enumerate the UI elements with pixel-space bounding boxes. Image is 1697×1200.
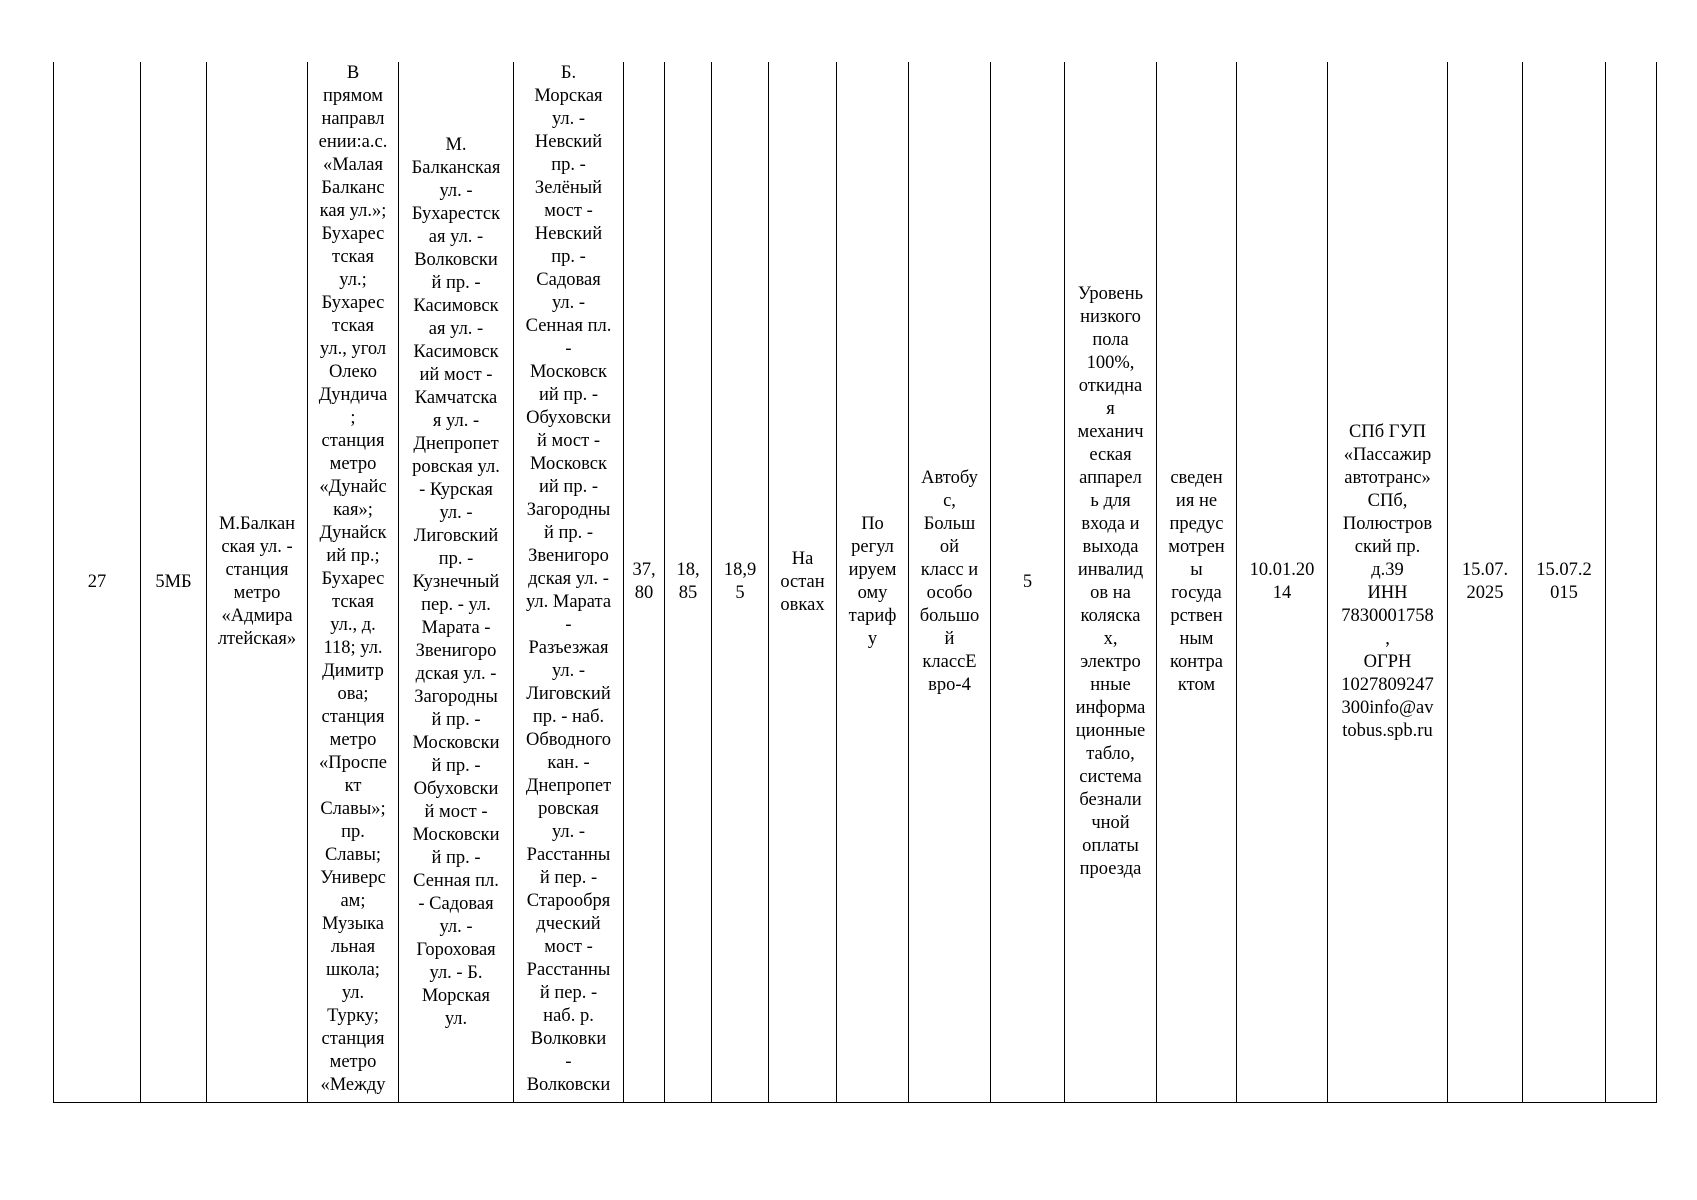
cell-contract-info: сведен ия не предус мотрен ы госуда рствен ным контра ктом bbox=[1157, 62, 1237, 1103]
cell-reg-number: 27 bbox=[54, 62, 141, 1103]
cell-extra bbox=[1606, 62, 1657, 1103]
route-registry-table bbox=[53, 62, 1657, 1103]
cell-length-forward: 37, 80 bbox=[624, 62, 665, 1103]
cell-start-date: 10.01.20 14 bbox=[1237, 62, 1328, 1103]
cell-carrier: СПб ГУП «Пассажир автотранс» СПб, Полюстров ский пр. д.39 ИНН 7830001758 , ОГРН 1027809247 300info@av tobus.spb.ru bbox=[1328, 62, 1448, 1103]
stops-forward-text: В прямом направл ении:а.с. «Малая Балканс кая ул.»; Бухарес тская ул.; Бухарес тская ул., угол Олеко Дундича ; станция метро «Дунайс кая»; Дунайск ий пр.; Бухарес тская ул., д. 118; ул. Димитр ова; станция метро «Проспе кт Славы»; пр. Славы; Универс ам; Музыка льная школа; ул. Турку; станция метро «Между bbox=[318, 63, 388, 1095]
cell-streets-forward: М. Балканская ул. - Бухарестск ая ул. - Волковски й пр. - Касимовск ая ул. - Касимовск ий мост - Камчатска я ул. - Днепропет ровская ул. - Курская ул. - Лиговский пр. - Кузнечный пер. - ул. Марата - Звенигоро дская ул. - Загородны й пр. - Московски й пр. - Обуховски й мост - Московски й пр. - Сенная пл. - Садовая ул. - Гороховая ул. - Б. Морская ул. bbox=[399, 62, 514, 1103]
streets-back-text: Б. Морская ул. - Невский пр. - Зелёный мост - Невский пр. - Садовая ул. - Сенная пл. - Московск ий пр. - Обуховски й мост - Московск ий пр. - Загородны й пр. - Звенигоро дская ул. - ул. Марата - Разъезжая ул. - Лиговский пр. - наб. Обводного кан. - Днепропет ровская ул. - Расстанны й пер. - Старообря дческий мост - Расстанны й пер. - наб. р. Волковки - Волковски bbox=[525, 63, 612, 1095]
cell-route-name: М.Балкан ская ул. - станция метро «Адмира лтейская» bbox=[207, 62, 308, 1103]
cell-date-1: 15.07. 2025 bbox=[1448, 62, 1523, 1103]
cell-stops-forward bbox=[308, 62, 399, 1103]
cell-length-other: 18,9 5 bbox=[712, 62, 769, 1103]
cell-route-number: 5МБ bbox=[141, 62, 207, 1103]
cell-vehicle-type: Автобу с, Больш ой класс и особо большо й классЕ вро-4 bbox=[909, 62, 991, 1103]
cell-streets-back bbox=[514, 62, 624, 1103]
table-row bbox=[54, 62, 1657, 1103]
cell-boarding-order: На остан овках bbox=[769, 62, 837, 1103]
cell-vehicle-count: 5 bbox=[991, 62, 1065, 1103]
cell-vehicle-characteristics: Уровень низкого пола 100%, откидна я механич еская аппарел ь для входа и выхода инвалид ов на коляска х, электро нные информа ционные табло, система безнали чной оплаты проезда bbox=[1065, 62, 1157, 1103]
cell-length-back: 18, 85 bbox=[665, 62, 712, 1103]
cell-tariff: По регул ируем ому тариф у bbox=[837, 62, 909, 1103]
cell-date-2: 15.07.2 015 bbox=[1523, 62, 1606, 1103]
